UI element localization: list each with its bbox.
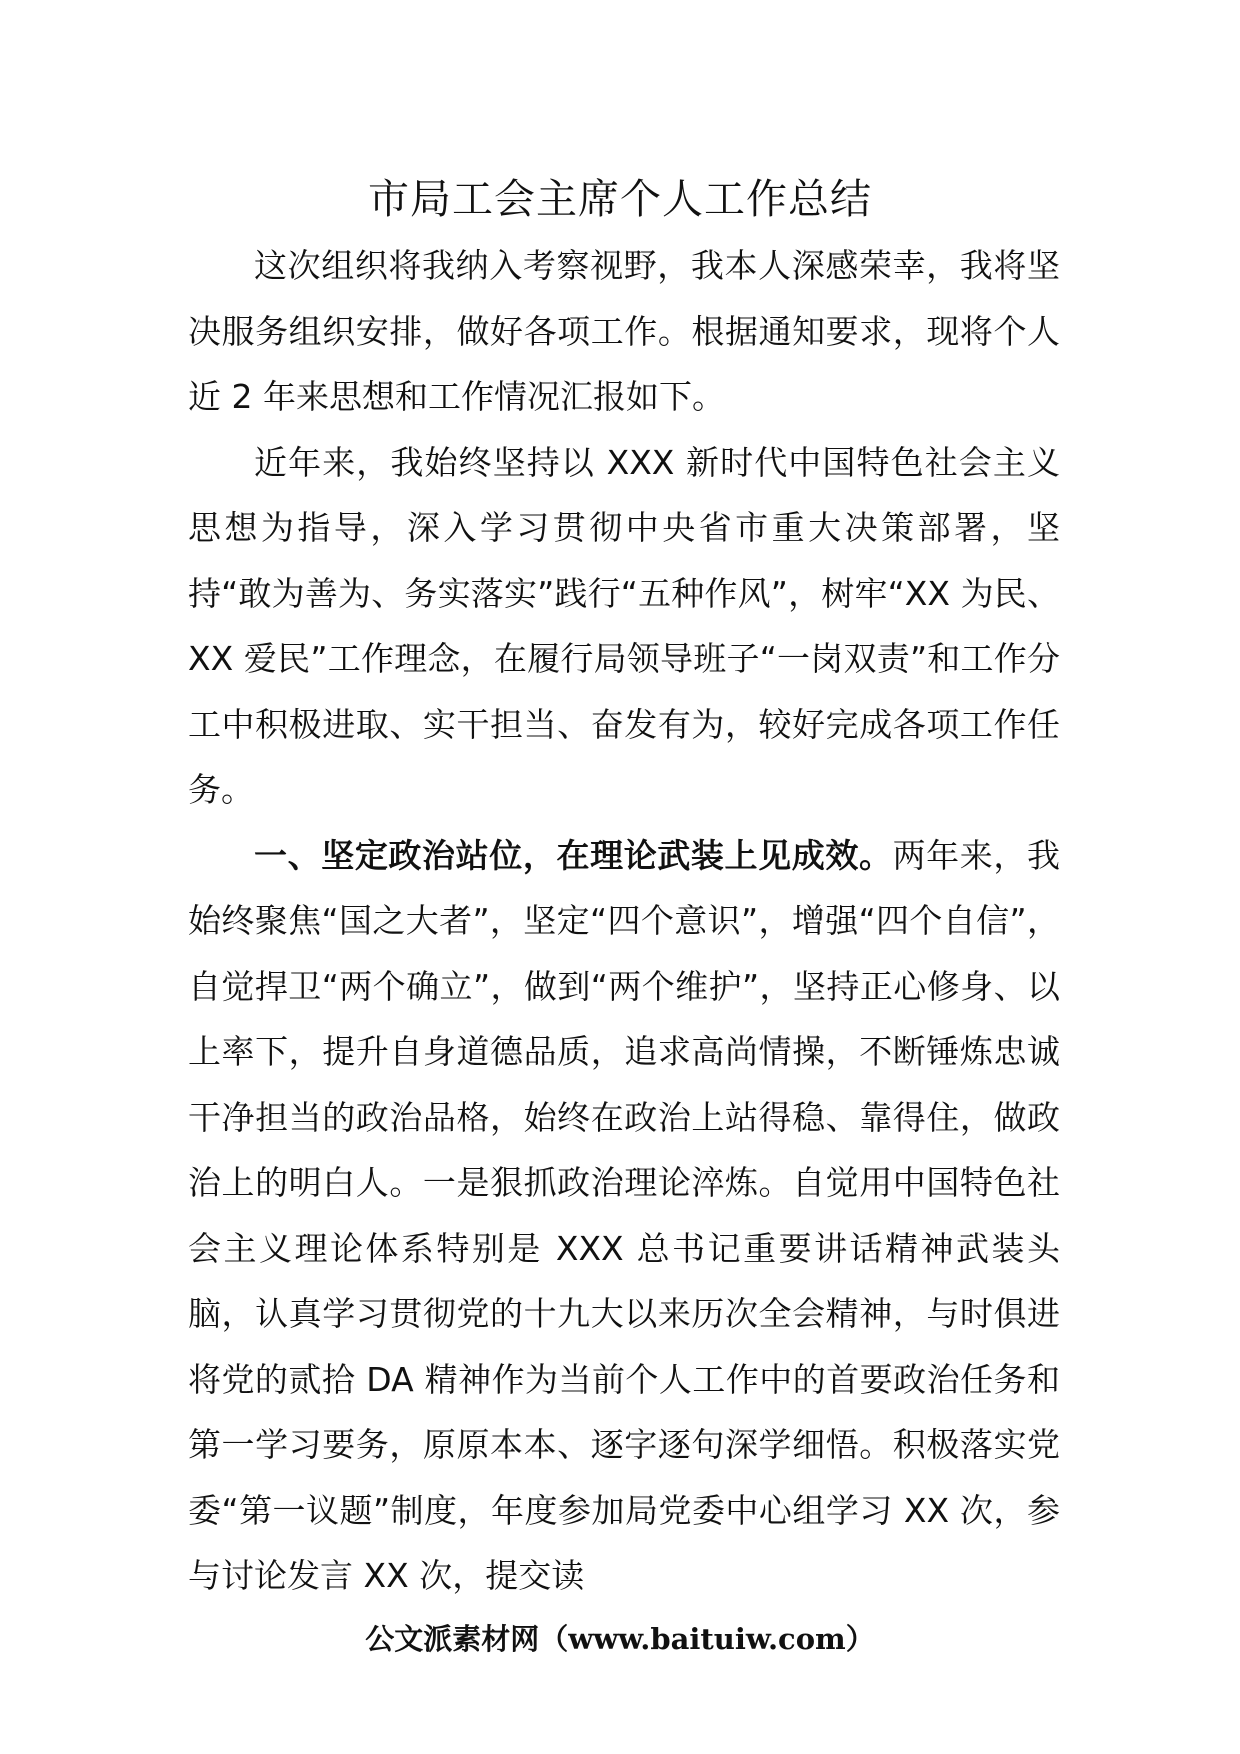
document-body: [188, 233, 1060, 1609]
paragraph-overview: [188, 430, 1060, 823]
document-title: 市局工会主席个人工作总结: [368, 175, 872, 223]
paragraph-text: 这次组织将我纳入考察视野，我本人深感荣幸，我将坚决服务组织安排，做好各项工作。根据通知要求，现将个人近 2 年来思想和工作情况汇报如下。: [188, 246, 1060, 416]
section-heading: 一、坚定政治站位，在理论武装上见成效。: [254, 835, 893, 875]
paragraph-intro: [188, 233, 1060, 430]
footer-source: 公文派素材网（www.baituiw.com）: [365, 1622, 875, 1656]
paragraph-text: 近年来，我始终坚持以 XXX 新时代中国特色社会主义思想为指导，深入学习贯彻中央省市重大决策部署，坚持“敢为善为、务实落实”践行“五种作风”，树牢“XX 为民、XX 爱民”工作理念，在履行局领导班子“一岗双责”和工作分工中积极进取、实干担当、奋发有为，较好完成各项工作任务。: [188, 442, 1060, 809]
paragraph-section-one: [188, 823, 1060, 1609]
paragraph-text: 两年来，我始终聚焦“国之大者”，坚定“四个意识”，增强“四个自信”，自觉捍卫“两个确立”，做到“两个维护”，坚持正心修身、以上率下，提升自身道德品质，追求高尚情操，不断锤炼忠诚干净担当的政治品格，始终在政治上站得稳、靠得住，做政治上的明白人。一是狠抓政治理论淬炼。自觉用中国特色社会主义理论体系特别是 XXX 总书记重要讲话精神武装头脑，认真学习贯彻党的十九大以来历次全会精神，与时俱进将党的贰拾 DA 精神作为当前个人工作中的首要政治任务和第一学习要务，原原本本、逐字逐句深学细悟。积极落实党委“第一议题”制度，年度参加局党委中心组学习 XX 次，参与讨论发言 XX 次，提交读: [188, 835, 1061, 1595]
